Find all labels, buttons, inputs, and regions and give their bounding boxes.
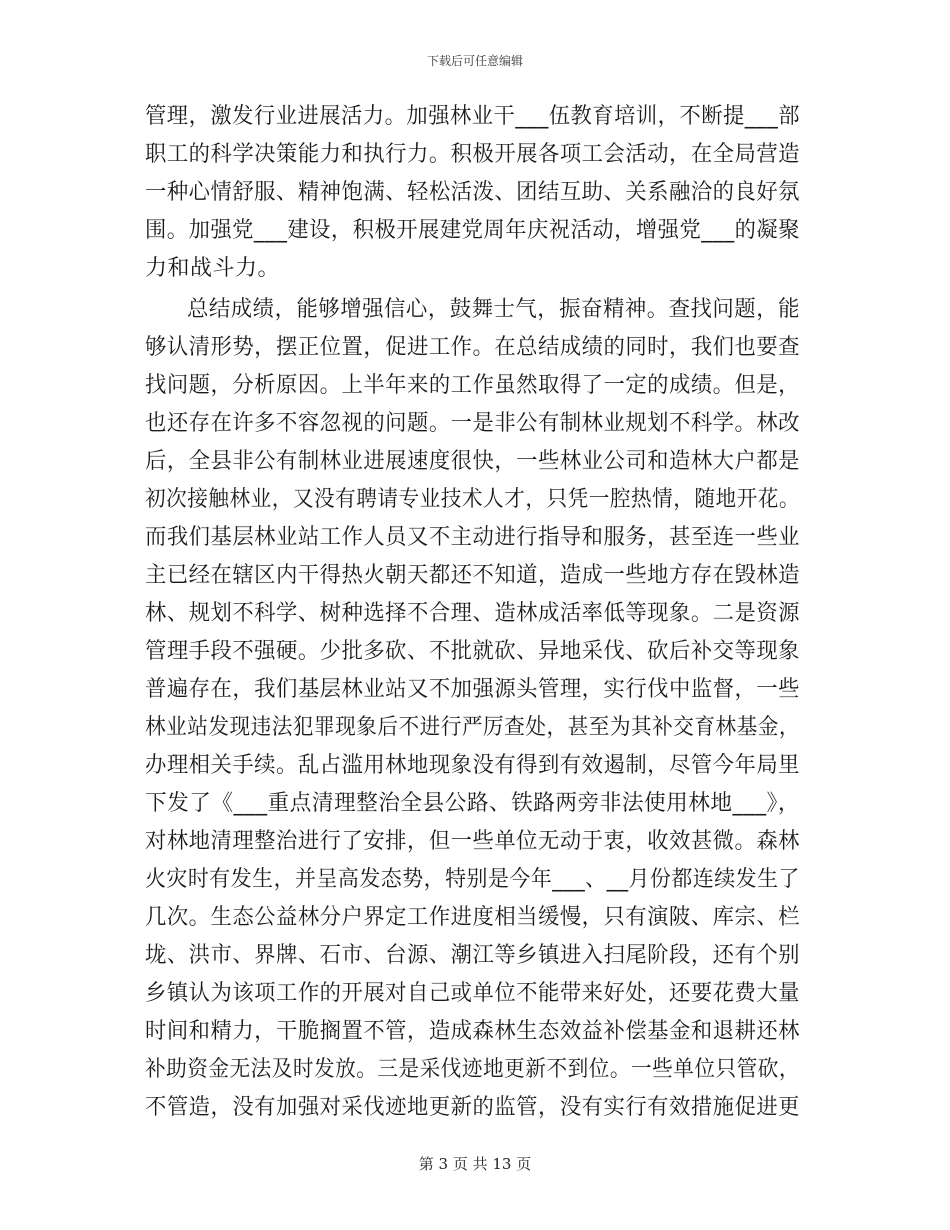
text-line: 管理手段不强硬。少批多砍、不批就砍、异地采伐、砍后补交等现象 — [145, 639, 800, 664]
text-line: 补助资金无法及时发放。三是采伐迹地更新不到位。一些单位只管砍， — [145, 1057, 800, 1082]
text-line: 找问题，分析原因。上半年来的工作虽然取得了一定的成绩。但是， — [145, 373, 800, 398]
page-header: 下载后可任意编辑 — [426, 54, 523, 68]
text-line: 办理相关手续。乱占滥用林地现象没有得到有效遏制，尽管今年局里 — [145, 753, 800, 778]
text-line: 对林地清理整治进行了安排，但一些单位无动于衷，收效甚微。森林 — [145, 829, 800, 854]
text-line: 不管造，没有加强对采伐迹地更新的监管，没有实行有效措施促进更 — [145, 1095, 800, 1120]
text-line: 而我们基层林业站工作人员又不主动进行指导和服务，甚至连一些业 — [145, 525, 800, 550]
text-line: 火灾时有发生，并呈高发态势，特别是今年___、__月份都连续发生了 — [145, 867, 800, 892]
text-line: 主已经在辖区内干得热火朝天都还不知道，造成一些地方存在毁林造 — [145, 563, 800, 588]
text-line: 一种心情舒服、精神饱满、轻松活泼、团结互助、关系融洽的良好氛 — [145, 180, 800, 205]
text-line: 够认清形势，摆正位置，促进工作。在总结成绩的同时，我们也要查 — [145, 335, 800, 360]
text-line: 时间和精力，干脆搁置不管，造成森林生态效益补偿基金和退耕还林 — [145, 1019, 800, 1044]
text-line: 职工的科学决策能力和执行力。积极开展各项工会活动，在全局营造 — [145, 142, 800, 167]
text-line: 林业站发现违法犯罪现象后不进行严厉查处，甚至为其补交育林基金， — [145, 715, 800, 740]
text-line: 普遍存在，我们基层林业站又不加强源头管理，实行伐中监督，一些 — [145, 677, 800, 702]
text-line: 围。加强党___建设，积极开展建党周年庆祝活动，增强党___的凝聚 — [145, 218, 800, 243]
text-line: 垅、洪市、界牌、石市、台源、潮江等乡镇进入扫尾阶段，还有个别 — [145, 943, 800, 968]
text-line: 初次接触林业，又没有聘请专业技术人才，只凭一腔热情，随地开花。 — [145, 487, 800, 512]
text-line: 力和战斗力。 — [145, 256, 281, 281]
text-line: 管理，激发行业进展活力。加强林业干___伍教育培训，不断提___部 — [145, 104, 800, 129]
text-line: 乡镇认为该项工作的开展对自己或单位不能带来好处，还要花费大量 — [145, 981, 800, 1006]
text-line: 几次。生态公益林分户界定工作进度相当缓慢，只有演陂、库宗、栏 — [145, 905, 800, 930]
page-number: 第 3 页 共 13 页 — [418, 1155, 532, 1173]
text-line: 后，全县非公有制林业进展速度很快，一些林业公司和造林大户都是 — [145, 449, 800, 474]
text-line: 下发了《___重点清理整治全县公路、铁路两旁非法使用林地___》， — [145, 791, 800, 816]
document-body — [145, 98, 800, 1127]
paragraph-start-line: 总结成绩，能够增强信心，鼓舞士气，振奋精神。查找问题，能 — [187, 297, 800, 322]
text-line: 林、规划不科学、树种选择不合理、造林成活率低等现象。二是资源 — [145, 601, 800, 626]
text-line: 也还存在许多不容忽视的问题。一是非公有制林业规划不科学。林改 — [145, 411, 800, 436]
